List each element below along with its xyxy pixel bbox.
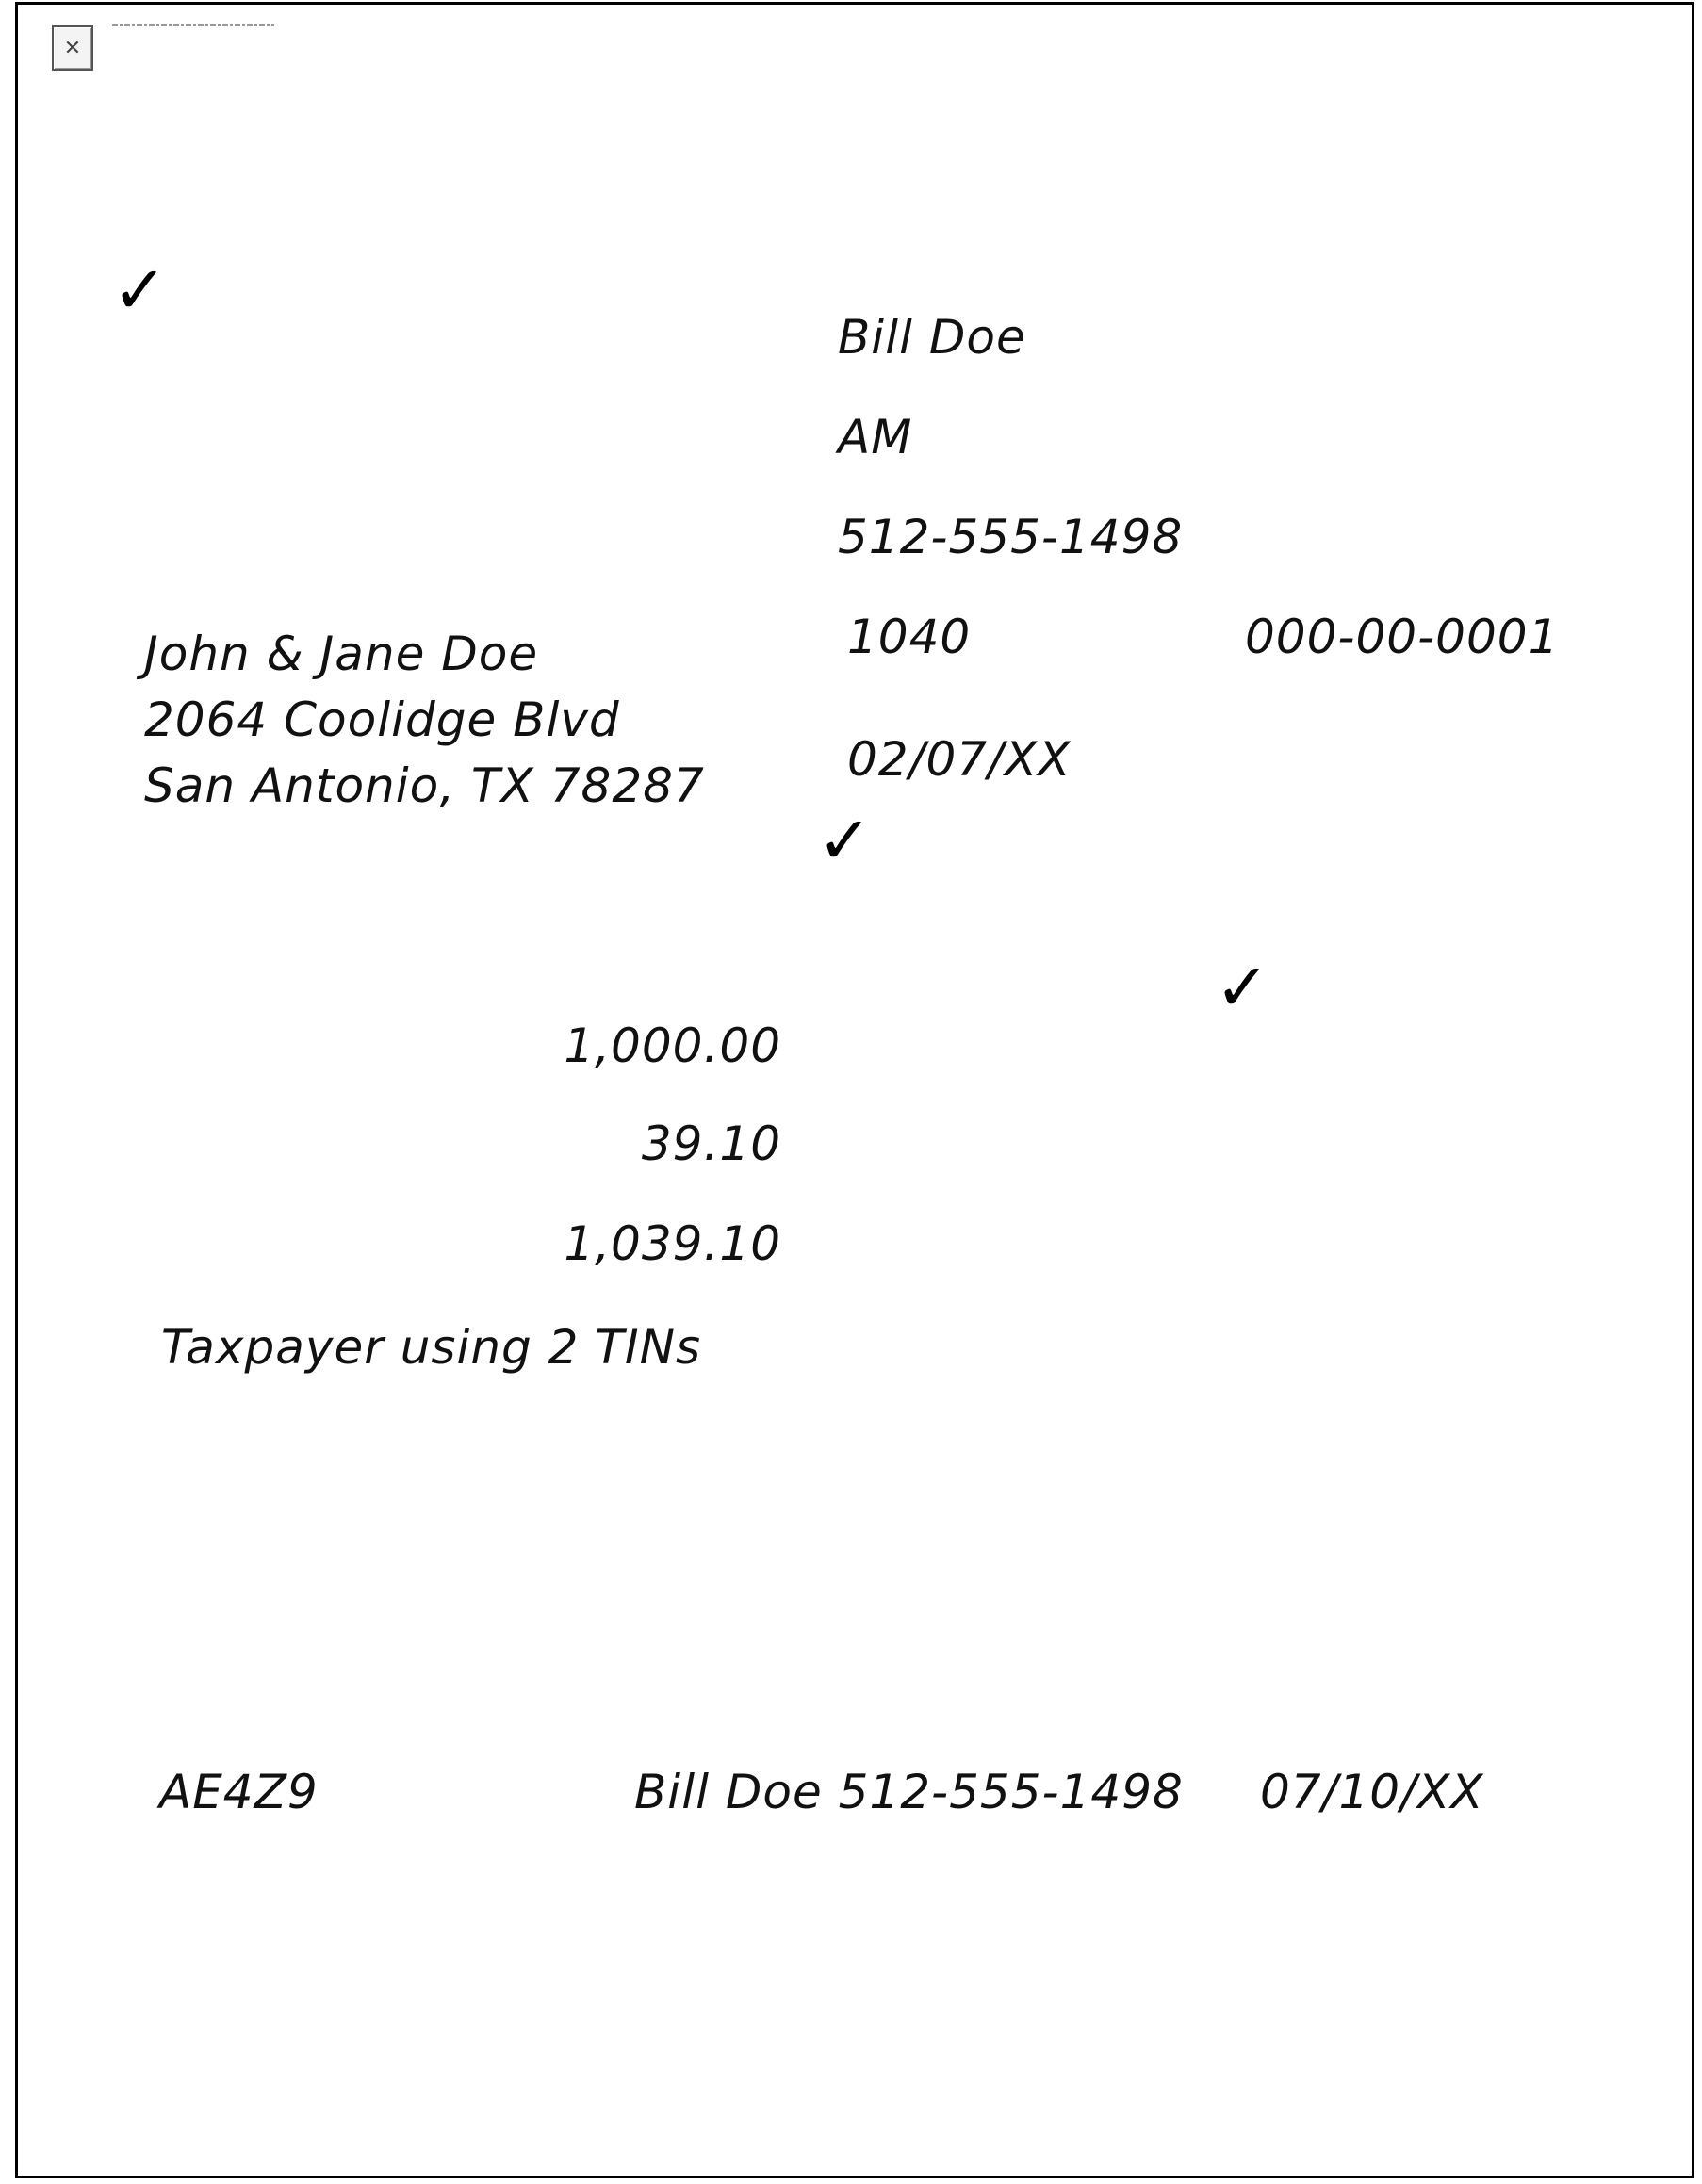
checkmark-right: ✓: [1215, 949, 1270, 1026]
header-fine-print: [112, 22, 274, 29]
close-icon: ✕: [63, 36, 82, 60]
form-number: 1040: [847, 610, 972, 664]
amount-line-2: 39.10: [641, 1116, 781, 1171]
form-page: [15, 2, 1694, 2178]
broken-image-icon: [52, 25, 93, 71]
checkmark-top-left: ✓: [112, 252, 168, 329]
amount-line-1: 1,000.00: [564, 1019, 781, 1073]
taxpayer-ssn: 000-00-0001: [1245, 610, 1560, 664]
explanation-text: Taxpayer using 2 TINs: [161, 1320, 702, 1375]
employee-id: AE4Z9: [159, 1765, 319, 1819]
form-date: 02/07/XX: [847, 732, 1072, 787]
taxpayer-street: 2064 Coolidge Blvd: [144, 693, 620, 747]
preparer-shift: AM: [838, 410, 913, 465]
preparer-phone: 512-555-1498: [838, 510, 1184, 564]
footer-date: 07/10/XX: [1260, 1765, 1484, 1819]
preparer-name: Bill Doe: [838, 310, 1026, 365]
taxpayer-name: John & Jane Doe: [144, 627, 539, 681]
taxpayer-city-state-zip: San Antonio, TX 78287: [144, 758, 705, 813]
checkmark-middle: ✓: [817, 802, 873, 879]
amount-total: 1,039.10: [564, 1216, 781, 1271]
footer-contact: Bill Doe 512-555-1498: [634, 1765, 1184, 1819]
